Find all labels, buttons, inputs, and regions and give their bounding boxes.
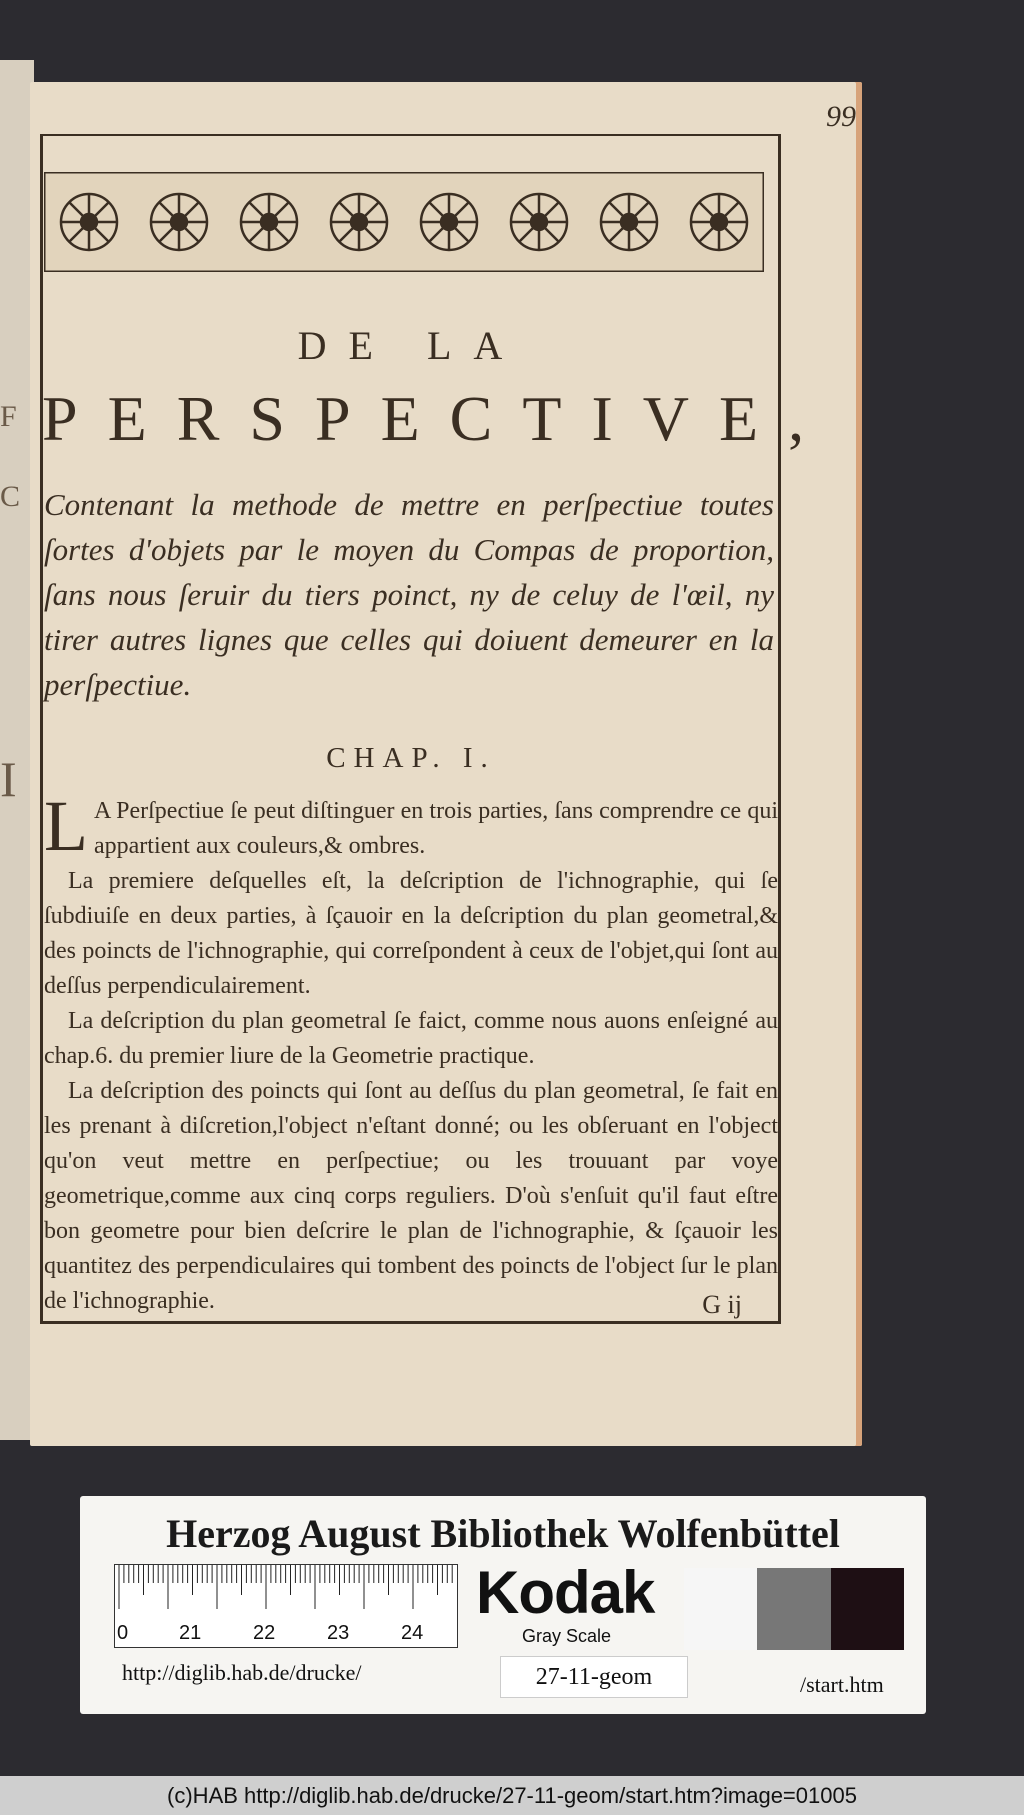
- gray-scale-swatches: [684, 1568, 904, 1650]
- ruler-number: 22: [253, 1622, 276, 1644]
- ruler-number: 23: [327, 1622, 350, 1644]
- title-de-la: DE LA: [297, 323, 525, 368]
- adjacent-page-fragment: I: [0, 751, 17, 807]
- ruler-number: 24: [401, 1622, 424, 1644]
- paragraph: La premiere deſquelles eſt, la deſcription de l'ichnographie, qui ſe ſubdiuiſe en deux parties, à ſçauoir en la deſcription du plan geometral,& des poincts de l'ichnographie, qui correſpondent à ceux de l'objet,qui ſont au deſſus perpendiculairement.: [44, 868, 778, 999]
- chapter-heading: CHAP. I.: [326, 742, 496, 774]
- frame-bottom-rule: [43, 1321, 778, 1324]
- ruler-ticks: [115, 1565, 457, 1617]
- paragraph: La deſcription des poincts qui ſont au deſſus du plan geometral, ſe fait en les prenant à diſcretion,l'object n'eſtant donné; ou les obſeruant en l'object qu'on veut mettre en perſpectiue; ou les trouuant par voye geometrique,comme aux cinq corps reguliers. D'où s'enſuit qu'il faut eſtre bon geometre pour bien deſcrire le plan de l'ichnographie, & ſçauoir les quantitez des perpendiculaires qui tombent des poincts de l'object ſur le plan de l'ichnographie.: [44, 1078, 778, 1314]
- adjacent-page-strip: [0, 60, 34, 1440]
- swatch-dark: [831, 1568, 904, 1650]
- book-page: [30, 82, 862, 1446]
- drop-cap: L: [44, 786, 88, 866]
- paragraph: La deſcription du plan geometral ſe faict, comme nous auons enſeigné au chap.6. du premier liure de la Geometrie practique.: [44, 1008, 778, 1069]
- paragraph-text: A Perſpectiue ſe peut diſtinguer en trois parties, ſans comprendre ce qui appartient aux couleurs,& ombres.: [93, 798, 778, 859]
- url-identifier: 27-11-geom: [500, 1656, 688, 1698]
- library-name: Herzog August Bibliothek Wolfenbüttel: [166, 1511, 840, 1556]
- ruler-number: 21: [179, 1622, 202, 1644]
- url-base: http://diglib.hab.de/drucke/: [122, 1660, 362, 1685]
- signature-mark: G ij: [702, 1290, 742, 1319]
- page-number: 99: [826, 100, 856, 133]
- scan-reference-card: [80, 1496, 926, 1714]
- footer-credit: (c)HAB http://diglib.hab.de/drucke/27-11-geom/start.htm?image=01005: [0, 1776, 1024, 1815]
- title-perspective: PERSPECTIVE,: [42, 383, 835, 454]
- kodak-logo: Kodak: [476, 1559, 655, 1626]
- url-suffix: /start.htm: [800, 1672, 884, 1697]
- swatch-light: [684, 1568, 757, 1650]
- paragraph: [44, 786, 778, 866]
- frame-top-rule: [43, 134, 778, 136]
- ruler-number: 0: [117, 1622, 129, 1644]
- measurement-ruler: [114, 1564, 458, 1648]
- swatch-mid: [757, 1568, 830, 1650]
- gray-scale-label: Gray Scale: [522, 1626, 612, 1646]
- subtitle: Contenant la methode de mettre en perſpectiue toutes ſortes d'objets par le moyen du Compas de proportion, ſans nous ſeruir du tiers poinct, ny de celuy de l'œil, ny tirer autres lignes que celles qui doiuent demeurer en la perſpectiue.: [44, 487, 774, 702]
- body-text: [44, 786, 778, 1319]
- adjacent-page-fragment: C: [0, 480, 21, 513]
- decorative-ornament-band: [44, 172, 764, 272]
- adjacent-page-fragment: F: [0, 400, 17, 433]
